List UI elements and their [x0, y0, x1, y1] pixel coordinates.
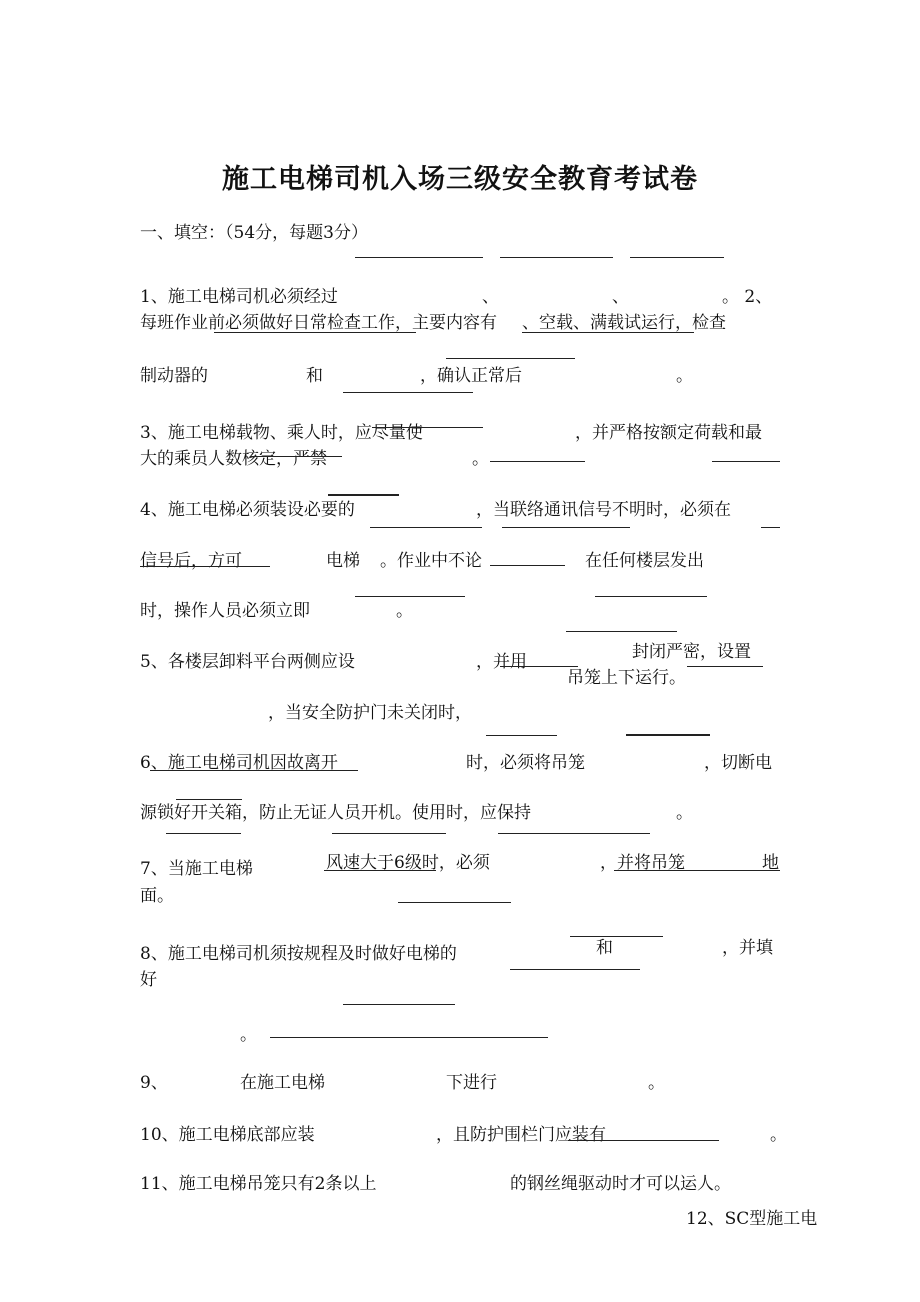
blank-line — [328, 494, 399, 496]
q8-end: 。 — [240, 1025, 257, 1045]
blank-line — [570, 936, 663, 937]
blank-line — [490, 565, 565, 566]
strike-line — [150, 770, 358, 771]
strike-line — [140, 566, 270, 567]
q4-text: ，当联络通讯信号不明时，必须在 — [476, 500, 731, 520]
q3-text: ，并严格按额定荷载和最 — [575, 423, 762, 443]
q8-text: 和 — [596, 938, 613, 958]
q3-text: 大的乘员人数核定，严禁 — [140, 449, 327, 469]
q7-text: 风速大于6级时，必须 — [326, 853, 490, 873]
blank-line — [510, 969, 640, 970]
page-title: 施工电梯司机入场三级安全教育考试卷 — [222, 164, 698, 195]
q2-text: 每班作业前必须做好日常检查工作，主要内容有 — [140, 313, 497, 333]
blank-line — [566, 631, 677, 632]
q1-sep: 、 — [482, 287, 499, 307]
q4-text: 。作业中不论 — [380, 551, 482, 571]
q7-text: 地 — [762, 853, 779, 873]
blank-line — [595, 596, 707, 597]
blank-line — [486, 735, 557, 736]
blank-line — [166, 833, 241, 834]
q4-text: 时，操作人员必须立即 — [140, 601, 310, 621]
q6-text: 时，必须将吊笼 — [466, 753, 585, 773]
blank-line — [446, 358, 575, 359]
q7-text: 7、当施工电梯 — [140, 859, 253, 879]
q1-end: 。 2、 — [722, 287, 773, 307]
q4-text: 在任何楼层发出 — [585, 551, 704, 571]
blank-line — [626, 734, 710, 736]
blank-line — [332, 833, 446, 834]
strike-line — [522, 332, 694, 333]
q1-text: 1、施工电梯司机必须经过 — [140, 287, 338, 307]
q2-end: 。 — [676, 366, 693, 386]
q2-text: 和 — [306, 366, 323, 386]
q10-end: 。 — [770, 1125, 787, 1145]
q5-text: ，并用 — [476, 652, 527, 672]
blank-line — [270, 1037, 548, 1038]
q10-text: 10、施工电梯底部应装 — [140, 1125, 315, 1145]
q6-text: 6、施工电梯司机因故离开 — [140, 753, 338, 773]
q6-text: ，切断电 — [704, 753, 772, 773]
blank-line — [176, 799, 242, 800]
blank-line — [687, 666, 763, 667]
blank-line — [500, 257, 613, 258]
q6-text: 源锁好开关箱，防止无证人员开机。使用时，应保持 — [140, 803, 531, 823]
section-heading: 一、填空：（54分，每题3分） — [140, 223, 368, 243]
strike-line — [214, 332, 416, 333]
q2-text: 、空载、满载试运行，检查 — [522, 313, 726, 333]
q4-end: 。 — [396, 601, 413, 621]
q3-end: 。 — [472, 449, 489, 469]
q10-text: ，且防护围栏门应装有 — [436, 1125, 606, 1145]
q2-text: 制动器的 — [140, 366, 208, 386]
strike-line — [324, 870, 436, 871]
blank-line — [630, 257, 724, 258]
q7-text: 面。 — [140, 886, 174, 906]
q12-text: 12、SC型施工电 — [686, 1209, 818, 1229]
q1-sep: 、 — [612, 287, 629, 307]
strike-line — [614, 870, 780, 871]
q7-text: ，并将吊笼 — [600, 853, 685, 873]
strike-line — [250, 456, 342, 457]
q4-text: 4、施工电梯必须装设必要的 — [140, 500, 355, 520]
q5-text: 封闭严密，设置 — [632, 642, 751, 662]
blank-line — [398, 902, 511, 903]
q8-text: ，并填 — [722, 938, 773, 958]
blank-line — [490, 461, 585, 462]
blank-line — [370, 527, 482, 528]
strike-line — [372, 427, 483, 428]
q4-text: 信号后，方可 — [140, 551, 242, 571]
q11-text: 11、施工电梯吊笼只有2条以上 — [140, 1174, 377, 1194]
q9-text: 9、 — [140, 1073, 168, 1093]
blank-line — [712, 461, 780, 462]
q9-text: 下进行 — [446, 1073, 497, 1093]
q8-text: 8、施工电梯司机须按规程及时做好电梯的 — [140, 944, 457, 964]
blank-line — [498, 833, 650, 834]
q9-text: 在施工电梯 — [240, 1073, 325, 1093]
q8-text: 好 — [140, 970, 157, 990]
q3-text: 3、施工电梯载物、乘人时，应尽量使 — [140, 423, 423, 443]
q4-text: 电梯 — [326, 551, 360, 571]
blank-line — [355, 257, 483, 258]
blank-line — [761, 527, 780, 528]
q2-text: ，确认正常后 — [420, 366, 522, 386]
q5-text: 吊笼上下运行。 — [567, 668, 686, 688]
q11-text: 的钢丝绳驱动时才可以运人。 — [510, 1174, 731, 1194]
q6-end: 。 — [676, 803, 693, 823]
q5-text: 5、各楼层卸料平台两侧应设 — [140, 652, 355, 672]
q9-end: 。 — [648, 1073, 665, 1093]
q5-text: ，当安全防护门未关闭时， — [268, 703, 472, 723]
blank-line — [502, 527, 630, 528]
strike-line — [568, 1140, 719, 1141]
blank-line — [355, 596, 465, 597]
blank-line — [343, 1004, 455, 1005]
blank-line — [343, 392, 473, 393]
